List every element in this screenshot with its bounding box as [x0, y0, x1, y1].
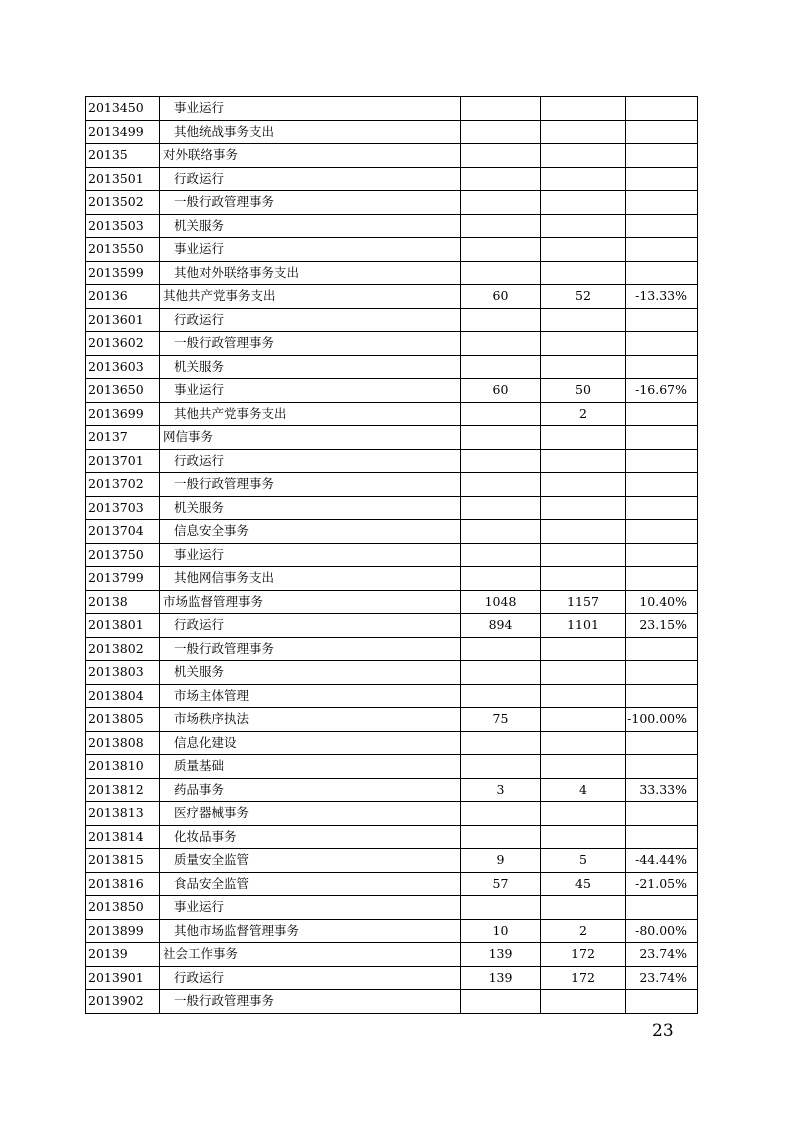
subject-code-cell: 2013802	[86, 637, 160, 661]
table-row	[86, 708, 698, 732]
change-rate-cell	[626, 261, 698, 285]
value-2-cell	[541, 120, 626, 144]
subject-code-cell: 2013599	[86, 261, 160, 285]
subject-name-cell: 其他市场监督管理事务	[160, 919, 461, 943]
subject-name-cell: 市场主体管理	[160, 684, 461, 708]
value-1-cell: 3	[461, 778, 541, 802]
change-rate-cell	[626, 144, 698, 168]
value-1-cell	[461, 261, 541, 285]
value-1-cell	[461, 308, 541, 332]
subject-code-cell: 2013602	[86, 332, 160, 356]
change-rate-cell: -80.00%	[626, 919, 698, 943]
subject-code-cell: 2013750	[86, 543, 160, 567]
value-1-cell	[461, 97, 541, 121]
table-row	[86, 778, 698, 802]
subject-code-cell: 2013899	[86, 919, 160, 943]
value-1-cell	[461, 802, 541, 826]
table-row	[86, 355, 698, 379]
table-row	[86, 144, 698, 168]
value-1-cell	[461, 496, 541, 520]
value-2-cell	[541, 355, 626, 379]
change-rate-cell	[626, 449, 698, 473]
value-2-cell	[541, 896, 626, 920]
table-row	[86, 520, 698, 544]
change-rate-cell: 23.15%	[626, 614, 698, 638]
value-2-cell	[541, 990, 626, 1014]
value-2-cell	[541, 731, 626, 755]
value-1-cell: 75	[461, 708, 541, 732]
table-row	[86, 684, 698, 708]
subject-name-cell: 一般行政管理事务	[160, 473, 461, 497]
subject-name-cell: 市场监督管理事务	[160, 590, 461, 614]
value-1-cell	[461, 402, 541, 426]
subject-name-cell: 事业运行	[160, 238, 461, 262]
table-row	[86, 214, 698, 238]
value-1-cell	[461, 755, 541, 779]
value-2-cell: 1157	[541, 590, 626, 614]
table-row	[86, 120, 698, 144]
subject-code-cell: 2013499	[86, 120, 160, 144]
table-row	[86, 543, 698, 567]
subject-name-cell: 机关服务	[160, 355, 461, 379]
subject-code-cell: 2013804	[86, 684, 160, 708]
change-rate-cell	[626, 238, 698, 262]
change-rate-cell	[626, 308, 698, 332]
subject-code-cell: 2013901	[86, 966, 160, 990]
change-rate-cell: 23.74%	[626, 966, 698, 990]
value-1-cell	[461, 355, 541, 379]
subject-code-cell: 2013503	[86, 214, 160, 238]
subject-name-cell: 信息安全事务	[160, 520, 461, 544]
subject-name-cell: 事业运行	[160, 543, 461, 567]
subject-name-cell: 社会工作事务	[160, 943, 461, 967]
subject-name-cell: 其他共产党事务支出	[160, 402, 461, 426]
value-2-cell: 1101	[541, 614, 626, 638]
subject-name-cell: 机关服务	[160, 496, 461, 520]
subject-code-cell: 2013803	[86, 661, 160, 685]
change-rate-cell	[626, 355, 698, 379]
value-2-cell	[541, 708, 626, 732]
change-rate-cell	[626, 990, 698, 1014]
subject-name-cell: 行政运行	[160, 614, 461, 638]
value-2-cell	[541, 637, 626, 661]
value-1-cell	[461, 332, 541, 356]
change-rate-cell	[626, 684, 698, 708]
table-body	[86, 97, 698, 1014]
value-1-cell	[461, 449, 541, 473]
value-1-cell	[461, 825, 541, 849]
change-rate-cell	[626, 755, 698, 779]
value-2-cell: 5	[541, 849, 626, 873]
subject-name-cell: 一般行政管理事务	[160, 637, 461, 661]
change-rate-cell	[626, 637, 698, 661]
subject-name-cell: 一般行政管理事务	[160, 191, 461, 215]
subject-code-cell: 20137	[86, 426, 160, 450]
value-2-cell	[541, 167, 626, 191]
change-rate-cell	[626, 520, 698, 544]
subject-code-cell: 2013450	[86, 97, 160, 121]
value-1-cell: 57	[461, 872, 541, 896]
table-row	[86, 402, 698, 426]
subject-code-cell: 2013601	[86, 308, 160, 332]
value-2-cell	[541, 332, 626, 356]
subject-code-cell: 2013501	[86, 167, 160, 191]
change-rate-cell: -44.44%	[626, 849, 698, 873]
change-rate-cell: -16.67%	[626, 379, 698, 403]
table-row	[86, 285, 698, 309]
change-rate-cell	[626, 426, 698, 450]
change-rate-cell: 10.40%	[626, 590, 698, 614]
value-1-cell	[461, 990, 541, 1014]
change-rate-cell	[626, 802, 698, 826]
value-2-cell	[541, 261, 626, 285]
subject-name-cell: 事业运行	[160, 896, 461, 920]
value-1-cell: 139	[461, 943, 541, 967]
subject-code-cell: 2013805	[86, 708, 160, 732]
value-1-cell: 139	[461, 966, 541, 990]
value-1-cell: 10	[461, 919, 541, 943]
value-2-cell	[541, 308, 626, 332]
subject-code-cell: 2013701	[86, 449, 160, 473]
subject-code-cell: 2013702	[86, 473, 160, 497]
value-2-cell	[541, 496, 626, 520]
value-2-cell	[541, 426, 626, 450]
subject-code-cell: 2013603	[86, 355, 160, 379]
table-row	[86, 449, 698, 473]
value-1-cell	[461, 543, 541, 567]
subject-code-cell: 2013502	[86, 191, 160, 215]
change-rate-cell	[626, 473, 698, 497]
value-1-cell	[461, 520, 541, 544]
subject-code-cell: 2013812	[86, 778, 160, 802]
table-row	[86, 849, 698, 873]
value-2-cell	[541, 97, 626, 121]
table-row	[86, 97, 698, 121]
value-1-cell	[461, 238, 541, 262]
table-row	[86, 308, 698, 332]
change-rate-cell	[626, 825, 698, 849]
subject-name-cell: 对外联络事务	[160, 144, 461, 168]
table-row	[86, 567, 698, 591]
subject-name-cell: 医疗器械事务	[160, 802, 461, 826]
subject-code-cell: 2013799	[86, 567, 160, 591]
value-1-cell	[461, 684, 541, 708]
subject-code-cell: 2013810	[86, 755, 160, 779]
change-rate-cell: 33.33%	[626, 778, 698, 802]
table-row	[86, 590, 698, 614]
subject-name-cell: 质量基础	[160, 755, 461, 779]
value-2-cell	[541, 802, 626, 826]
table-row	[86, 614, 698, 638]
subject-name-cell: 市场秩序执法	[160, 708, 461, 732]
change-rate-cell	[626, 661, 698, 685]
value-1-cell	[461, 191, 541, 215]
value-2-cell	[541, 755, 626, 779]
value-1-cell	[461, 473, 541, 497]
subject-name-cell: 其他共产党事务支出	[160, 285, 461, 309]
value-1-cell	[461, 637, 541, 661]
table-row	[86, 261, 698, 285]
value-2-cell	[541, 214, 626, 238]
subject-code-cell: 2013902	[86, 990, 160, 1014]
change-rate-cell: -21.05%	[626, 872, 698, 896]
value-1-cell: 894	[461, 614, 541, 638]
table-row	[86, 872, 698, 896]
value-2-cell	[541, 473, 626, 497]
subject-code-cell: 2013699	[86, 402, 160, 426]
value-1-cell: 60	[461, 285, 541, 309]
value-2-cell: 45	[541, 872, 626, 896]
table-row	[86, 731, 698, 755]
change-rate-cell: 23.74%	[626, 943, 698, 967]
subject-name-cell: 质量安全监管	[160, 849, 461, 873]
subject-code-cell: 2013650	[86, 379, 160, 403]
table-row	[86, 637, 698, 661]
table-row	[86, 191, 698, 215]
subject-name-cell: 事业运行	[160, 379, 461, 403]
subject-name-cell: 行政运行	[160, 966, 461, 990]
change-rate-cell	[626, 120, 698, 144]
value-2-cell: 4	[541, 778, 626, 802]
value-1-cell: 9	[461, 849, 541, 873]
value-1-cell	[461, 731, 541, 755]
subject-code-cell: 20135	[86, 144, 160, 168]
value-1-cell	[461, 661, 541, 685]
subject-name-cell: 信息化建设	[160, 731, 461, 755]
subject-code-cell: 20139	[86, 943, 160, 967]
subject-name-cell: 其他网信事务支出	[160, 567, 461, 591]
table-row	[86, 332, 698, 356]
subject-name-cell: 食品安全监管	[160, 872, 461, 896]
change-rate-cell	[626, 97, 698, 121]
change-rate-cell	[626, 543, 698, 567]
value-1-cell	[461, 426, 541, 450]
table-row	[86, 379, 698, 403]
table-row	[86, 919, 698, 943]
subject-name-cell: 机关服务	[160, 661, 461, 685]
table-row	[86, 755, 698, 779]
change-rate-cell	[626, 896, 698, 920]
subject-name-cell: 其他对外联络事务支出	[160, 261, 461, 285]
subject-name-cell: 行政运行	[160, 449, 461, 473]
value-2-cell: 52	[541, 285, 626, 309]
table-row	[86, 802, 698, 826]
subject-code-cell: 2013801	[86, 614, 160, 638]
change-rate-cell: -13.33%	[626, 285, 698, 309]
table-row	[86, 167, 698, 191]
value-2-cell	[541, 567, 626, 591]
table-row	[86, 990, 698, 1014]
value-2-cell	[541, 144, 626, 168]
table-row	[86, 238, 698, 262]
subject-code-cell: 2013815	[86, 849, 160, 873]
table-row	[86, 896, 698, 920]
value-2-cell	[541, 684, 626, 708]
value-1-cell: 1048	[461, 590, 541, 614]
value-1-cell	[461, 144, 541, 168]
table-row	[86, 426, 698, 450]
subject-code-cell: 2013704	[86, 520, 160, 544]
value-2-cell	[541, 825, 626, 849]
change-rate-cell	[626, 731, 698, 755]
subject-name-cell: 事业运行	[160, 97, 461, 121]
subject-code-cell: 2013550	[86, 238, 160, 262]
subject-code-cell: 2013816	[86, 872, 160, 896]
value-2-cell	[541, 191, 626, 215]
change-rate-cell: -100.00%	[626, 708, 698, 732]
value-2-cell: 2	[541, 919, 626, 943]
budget-table	[85, 96, 698, 1014]
value-2-cell: 172	[541, 966, 626, 990]
change-rate-cell	[626, 214, 698, 238]
table-row	[86, 473, 698, 497]
subject-name-cell: 其他统战事务支出	[160, 120, 461, 144]
value-2-cell: 172	[541, 943, 626, 967]
value-2-cell	[541, 238, 626, 262]
value-1-cell	[461, 167, 541, 191]
value-1-cell	[461, 567, 541, 591]
subject-name-cell: 化妆品事务	[160, 825, 461, 849]
subject-code-cell: 2013703	[86, 496, 160, 520]
change-rate-cell	[626, 191, 698, 215]
change-rate-cell	[626, 496, 698, 520]
value-2-cell	[541, 661, 626, 685]
change-rate-cell	[626, 167, 698, 191]
subject-code-cell: 20136	[86, 285, 160, 309]
value-2-cell: 50	[541, 379, 626, 403]
subject-name-cell: 行政运行	[160, 167, 461, 191]
subject-name-cell: 一般行政管理事务	[160, 332, 461, 356]
table-row	[86, 496, 698, 520]
change-rate-cell	[626, 567, 698, 591]
value-2-cell	[541, 543, 626, 567]
value-1-cell	[461, 214, 541, 238]
subject-name-cell: 药品事务	[160, 778, 461, 802]
table-row	[86, 966, 698, 990]
subject-code-cell: 2013814	[86, 825, 160, 849]
value-2-cell	[541, 449, 626, 473]
subject-name-cell: 网信事务	[160, 426, 461, 450]
subject-code-cell: 2013850	[86, 896, 160, 920]
table-row	[86, 943, 698, 967]
page-number: 23	[652, 1021, 674, 1041]
table-row	[86, 661, 698, 685]
value-1-cell	[461, 896, 541, 920]
subject-name-cell: 行政运行	[160, 308, 461, 332]
value-1-cell: 60	[461, 379, 541, 403]
table-row	[86, 825, 698, 849]
value-1-cell	[461, 120, 541, 144]
subject-name-cell: 机关服务	[160, 214, 461, 238]
change-rate-cell	[626, 402, 698, 426]
subject-code-cell: 2013808	[86, 731, 160, 755]
value-2-cell: 2	[541, 402, 626, 426]
change-rate-cell	[626, 332, 698, 356]
value-2-cell	[541, 520, 626, 544]
subject-code-cell: 2013813	[86, 802, 160, 826]
subject-name-cell: 一般行政管理事务	[160, 990, 461, 1014]
subject-code-cell: 20138	[86, 590, 160, 614]
